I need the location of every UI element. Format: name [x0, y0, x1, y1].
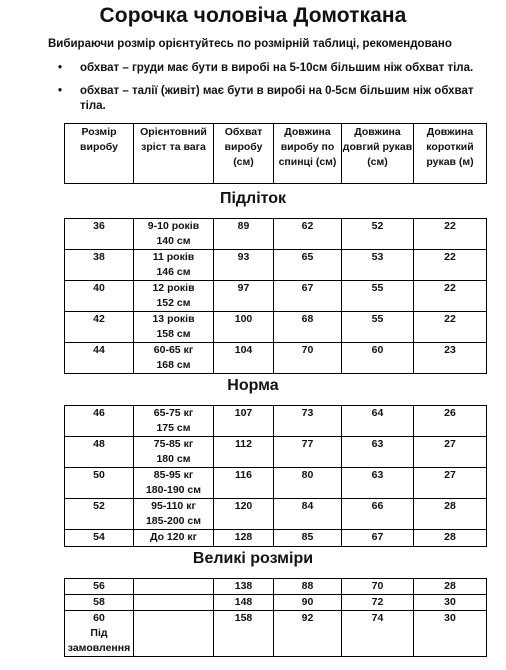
table-cell: 48: [65, 437, 134, 468]
table-cell: 90: [274, 595, 342, 611]
table-cell: 80: [274, 468, 342, 499]
table-cell: 28: [414, 530, 487, 547]
table-row: [65, 579, 487, 595]
table-cell: 63: [342, 437, 414, 468]
table-cell: 53: [342, 250, 414, 281]
table-cell: 60: [342, 343, 414, 374]
table-cell: 22: [414, 312, 487, 343]
col-size: Розмір виробу: [65, 124, 134, 184]
table-row: [65, 530, 487, 547]
table-cell: 70: [342, 579, 414, 595]
table-cell: 120: [214, 499, 274, 530]
table-cell: 97: [214, 281, 274, 312]
table-cell: 22: [414, 281, 487, 312]
table-cell: 42: [65, 312, 134, 343]
table-cell: 38: [65, 250, 134, 281]
table-cell: 66: [342, 499, 414, 530]
table-cell: 55: [342, 312, 414, 343]
table-cell: 64: [342, 406, 414, 437]
table-row: [65, 281, 487, 312]
col-height-weight: Орієнтовний зріст та вага: [134, 124, 214, 184]
table-cell: 60-65 кг 168 см: [134, 343, 214, 374]
table-teen: [64, 218, 487, 374]
table-cell: 73: [274, 406, 342, 437]
table-cell: 112: [214, 437, 274, 468]
section-title-large: Великі розміри: [192, 550, 314, 567]
bullet-chest: • обхват – груди має бути в виробі на 5-10см більшим ніж обхват тіла.: [58, 61, 498, 76]
table-cell: 54: [65, 530, 134, 547]
section-title-teen: Підліток: [219, 190, 287, 207]
col-girth: Обхват виробу (см): [214, 124, 274, 184]
table-cell: 72: [342, 595, 414, 611]
table-cell: 65-75 кг 175 см: [134, 406, 214, 437]
table-cell: 148: [214, 595, 274, 611]
table-cell: 27: [414, 468, 487, 499]
table-cell: 11 років 146 см: [134, 250, 214, 281]
table-large: [64, 578, 487, 657]
table-cell: 56: [65, 579, 134, 595]
table-cell: 67: [274, 281, 342, 312]
table-row: [65, 406, 487, 437]
table-cell: 95-110 кг 185-200 см: [134, 499, 214, 530]
section-title-normal: Норма: [227, 377, 279, 394]
table-row: [65, 611, 487, 657]
table-cell: 44: [65, 343, 134, 374]
col-long-sleeve: Довжина довгий рукав (см): [342, 124, 414, 184]
table-cell: [134, 595, 214, 611]
document-title: Сорочка чоловіча Домоткана: [99, 4, 407, 27]
table-cell: 128: [214, 530, 274, 547]
table-cell: 26: [414, 406, 487, 437]
table-row: [65, 343, 487, 374]
table-cell: 77: [274, 437, 342, 468]
table-cell: 107: [214, 406, 274, 437]
table-cell: 68: [274, 312, 342, 343]
table-cell: 28: [414, 499, 487, 530]
table-row: [65, 437, 487, 468]
table-row: [65, 250, 487, 281]
table-row: [65, 595, 487, 611]
table-cell: 12 років 152 см: [134, 281, 214, 312]
table-cell: 116: [214, 468, 274, 499]
table-cell: 52: [342, 219, 414, 250]
table-normal: [64, 405, 487, 547]
table-cell: 22: [414, 219, 487, 250]
table-cell: 36: [65, 219, 134, 250]
table-cell: 30: [414, 611, 487, 657]
table-cell: 75-85 кг 180 см: [134, 437, 214, 468]
size-table-header: [64, 123, 487, 184]
table-cell: 9-10 років 140 см: [134, 219, 214, 250]
table-cell: 88: [274, 579, 342, 595]
table-cell: 62: [274, 219, 342, 250]
table-cell: 70: [274, 343, 342, 374]
table-cell: 60 Під замовлення: [65, 611, 134, 657]
table-cell: 89: [214, 219, 274, 250]
table-cell: 158: [214, 611, 274, 657]
table-cell: 85: [274, 530, 342, 547]
table-cell: 13 років 158 см: [134, 312, 214, 343]
table-cell: 46: [65, 406, 134, 437]
table-cell: 50: [65, 468, 134, 499]
table-cell: До 120 кг: [134, 530, 214, 547]
table-cell: 55: [342, 281, 414, 312]
table-cell: 85-95 кг 180-190 см: [134, 468, 214, 499]
table-cell: 28: [414, 579, 487, 595]
table-cell: 100: [214, 312, 274, 343]
bullet-waist: • обхват – талії (живіт) має бути в виробі на 0-5см більшим ніж обхват тіла.: [58, 84, 498, 114]
recommendation-list: [58, 61, 498, 122]
table-row: [65, 499, 487, 530]
table-cell: 138: [214, 579, 274, 595]
table-cell: 74: [342, 611, 414, 657]
table-cell: 23: [414, 343, 487, 374]
table-row: [65, 219, 487, 250]
intro-text: Вибираючи розмір орієнтуйтесь по розмірній таблиці, рекомендовано: [48, 38, 452, 50]
table-cell: 93: [214, 250, 274, 281]
table-cell: 65: [274, 250, 342, 281]
table-cell: 92: [274, 611, 342, 657]
table-cell: 52: [65, 499, 134, 530]
table-row: [65, 312, 487, 343]
col-short-sleeve: Довжина короткий рукав (м): [414, 124, 487, 184]
table-cell: 67: [342, 530, 414, 547]
table-cell: 27: [414, 437, 487, 468]
col-back-length: Довжина виробу по спинці (см): [274, 124, 342, 184]
table-row: [65, 468, 487, 499]
table-cell: 40: [65, 281, 134, 312]
table-cell: [134, 579, 214, 595]
table-cell: [134, 611, 214, 657]
table-cell: 22: [414, 250, 487, 281]
table-cell: 63: [342, 468, 414, 499]
table-cell: 58: [65, 595, 134, 611]
table-cell: 30: [414, 595, 487, 611]
table-cell: 104: [214, 343, 274, 374]
table-cell: 84: [274, 499, 342, 530]
